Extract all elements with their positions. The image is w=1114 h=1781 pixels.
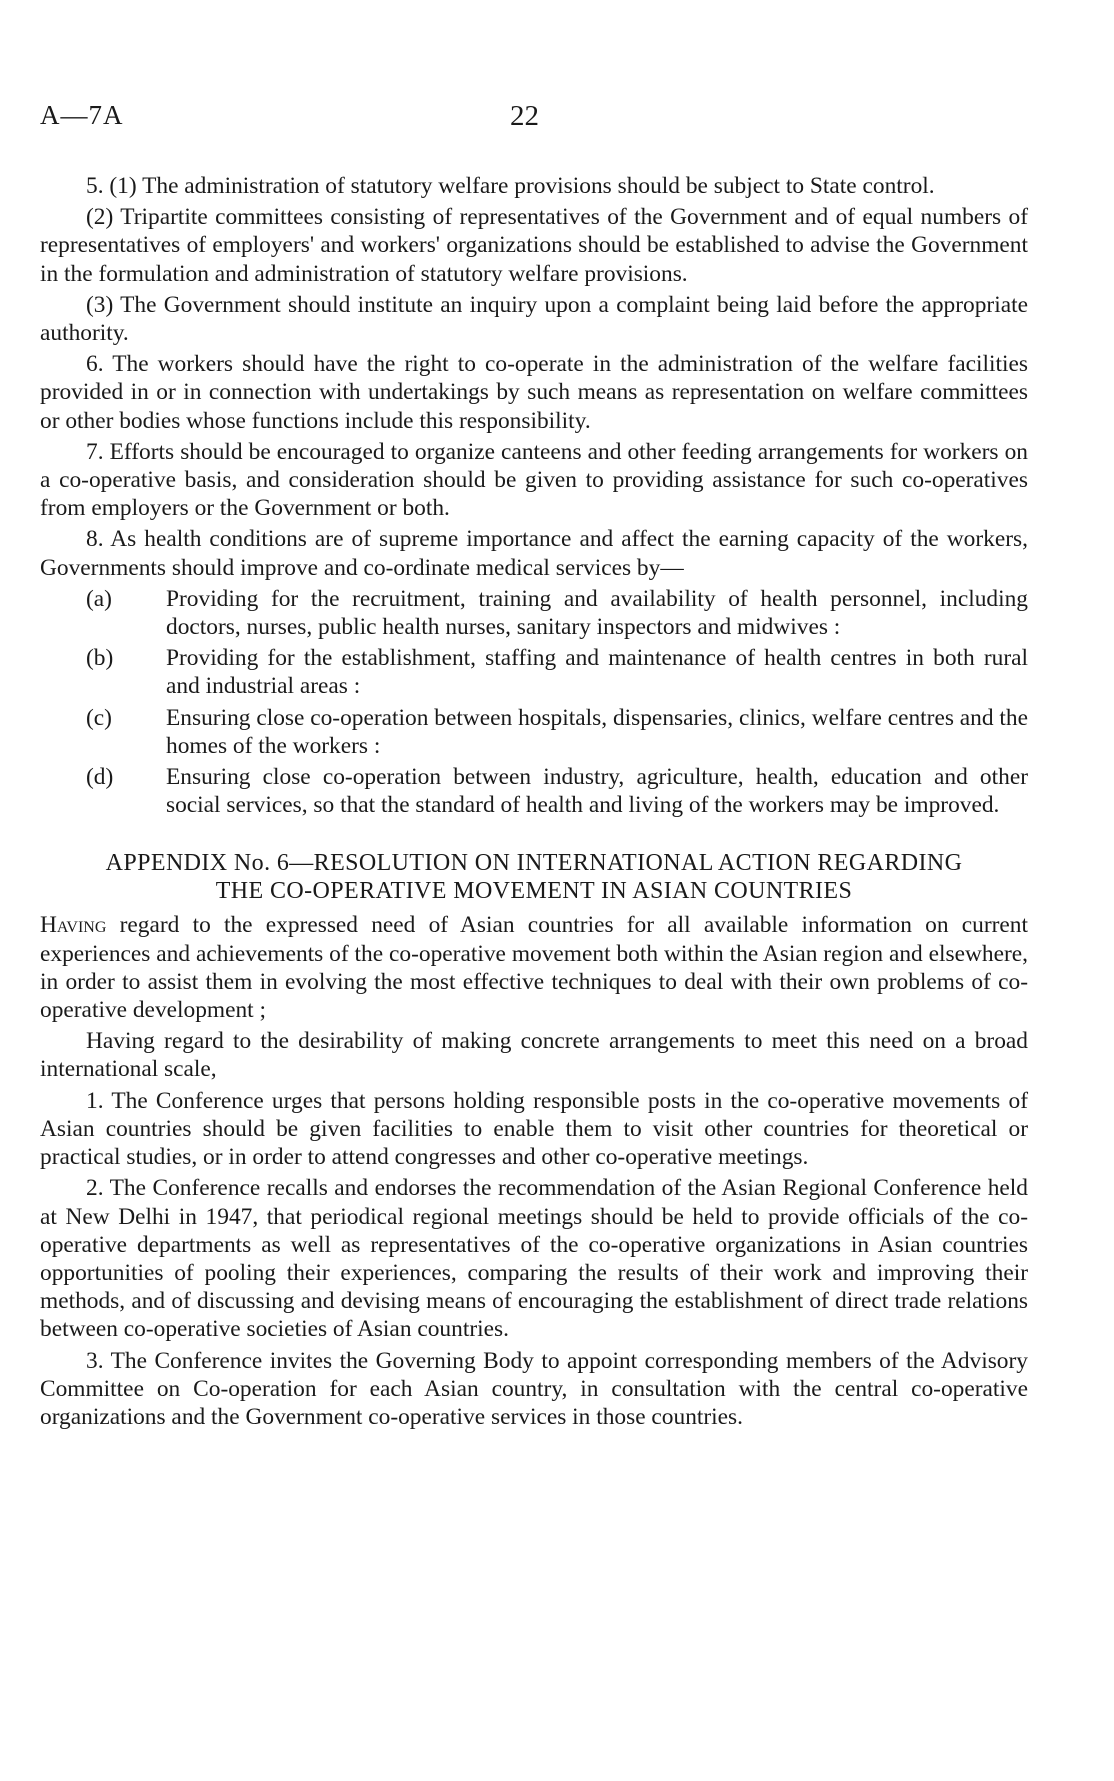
paragraph-8-intro: 8. As health conditions are of supreme importance and affect the earning capacity of the workers, Governments should improve and co-ordinate medical services by—: [40, 526, 1028, 581]
paragraph-6: 6. The workers should have the right to co-operate in the administration of the welfare facilities provided in or in connection with undertakings by such means as representation on welfare committees or other bodies whose functions include this responsibility.: [40, 351, 1028, 434]
list-item-text: Providing for the recruitment, training and availability of health personnel, including doctors, nurses, public health nurses, sanitary inspectors and midwives :: [166, 585, 1028, 641]
list-item-label: (a): [86, 585, 112, 612]
page-header: [40, 100, 1040, 140]
having-word: Having: [40, 912, 107, 939]
list-item-b: [40, 644, 1028, 700]
appendix-paragraph-2: Having regard to the desirability of making concrete arrangements to meet this need on a broad international scale,: [40, 1028, 1028, 1083]
appendix-paragraph-3: 1. The Conference urges that persons holding responsible posts in the co-operative movements of Asian countries should be given facilities to enable them to visit other countries for theoretical or practical studies, or in order to attend congresses and other co-operative meetings.: [40, 1087, 1028, 1171]
list-item-text: Ensuring close co-operation between hospitals, dispensaries, clinics, welfare centres and the homes of the workers :: [166, 704, 1028, 759]
paragraph-5-1: 5. (1) The administration of statutory welfare provisions should be subject to State control.: [86, 173, 935, 199]
page-number: 22: [510, 100, 539, 132]
list-item-d: [40, 763, 1028, 819]
appendix-title-line-2: THE CO-OPERATIVE MOVEMENT IN ASIAN COUNTRIES: [215, 878, 853, 905]
list-item-a: [40, 585, 1028, 641]
appendix-title-line-1: APPENDIX No. 6—RESOLUTION ON INTERNATIONAL ACTION REGARDING: [105, 850, 963, 877]
appendix-paragraph-1: [40, 911, 1028, 1024]
list-item-label: (d): [86, 764, 114, 791]
paragraph-5-3: (3) The Government should institute an inquiry upon a complaint being laid before the appropriate authority.: [40, 291, 1028, 347]
paragraph-5-2: (2) Tripartite committees consisting of representatives of the Government and of equal numbers of representatives of employers' and workers' organizations should be established to advise the Government in the formulation and administration of statutory welfare provisions.: [40, 204, 1028, 287]
page-body: [40, 172, 1028, 1431]
appendix-paragraph-5: 3. The Conference invites the Governing Body to appoint corresponding members of the Advisory Committee on Co-operation for each Asian country, in consultation with the central co-operative organizations and the Government co-operative services in those countries.: [40, 1347, 1028, 1430]
paragraph-7: 7. Efforts should be encouraged to organize canteens and other feeding arrangements for workers on a co-operative basis, and consideration should be given to providing assistance for such co-operatives from employers or the Government or both.: [40, 438, 1028, 522]
list-item-label: (c): [86, 704, 112, 731]
list-item-c: [40, 704, 1028, 760]
appendix-paragraph-4: 2. The Conference recalls and endorses the recommendation of the Asian Regional Conference held at New Delhi in 1947, that periodical regional meetings should be held to provide officials of the co-operative departments as well as representatives of the co-operative organizations in Asian countries opportunities of pooling their experiences, comparing the results of their work and improving their methods, and of discussing and devising means of encouraging the establishment of direct trade relations between co-operative societies of Asian countries.: [40, 1175, 1028, 1343]
list-item-text: Providing for the establishment, staffing and maintenance of health centres in both rural and industrial areas :: [166, 645, 1028, 700]
appendix-paragraph-1-text: regard to the expressed need of Asian countries for all available information on current experiences and achievements of the co-operative movement both within the Asian region and elsewhere, in order to assist them in evolving the most effective techniques to deal with their own problems of co-operative development ;: [40, 912, 1028, 1024]
list-item-label: (b): [86, 645, 114, 672]
appendix-title: [40, 849, 1028, 905]
list-item-text: Ensuring close co-operation between industry, agriculture, health, education and other social services, so that the standard of health and living of the workers may be improved.: [166, 764, 1028, 819]
document-code: A—7A: [40, 100, 124, 130]
